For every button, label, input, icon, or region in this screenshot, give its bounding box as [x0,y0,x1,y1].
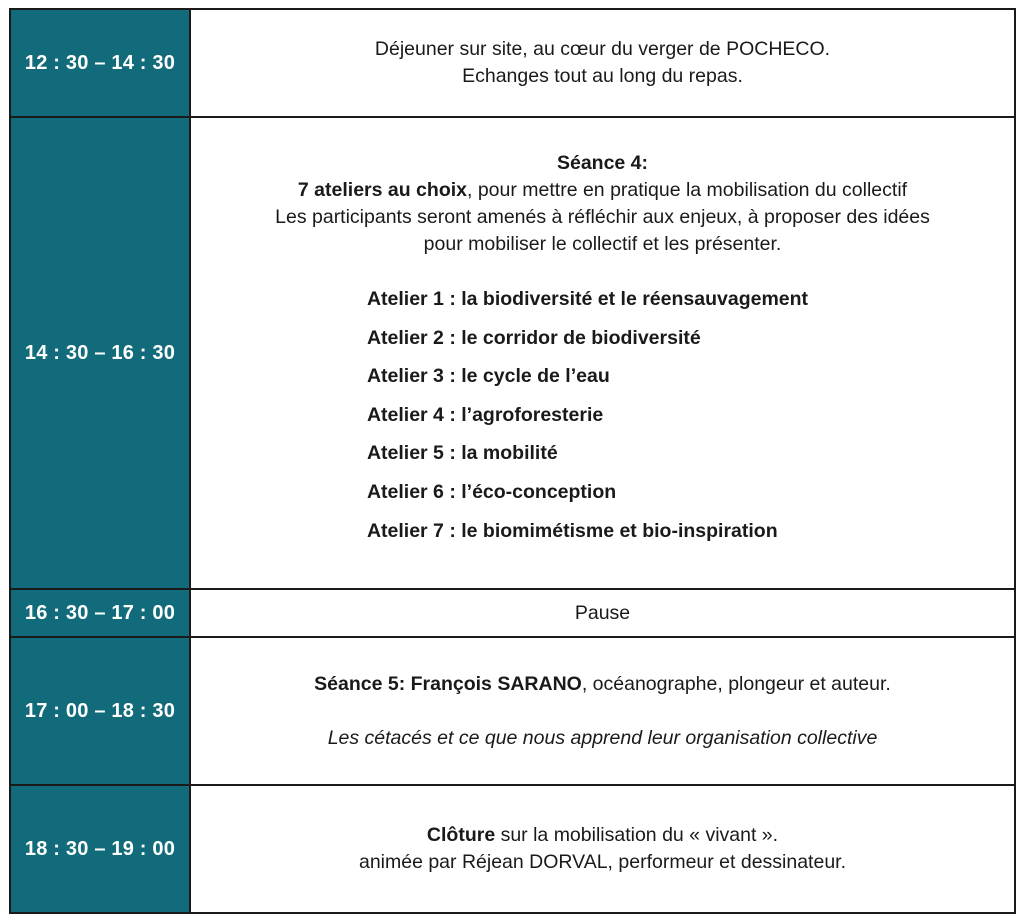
time-slot: 14 : 30 – 16 : 30 [11,118,191,588]
schedule-row-pause [11,590,1014,636]
speaker-line: Séance 5: François SARANO, océanographe, plongeur et auteur. [314,672,891,695]
session-topic: Les cétacés et ce que nous apprend leur organisation collective [327,726,878,749]
schedule-row-lunch [11,10,1014,116]
content-line: Echanges tout au long du repas. [462,65,743,87]
schedule-row-closing [11,786,1014,912]
content-line: Pause [574,601,631,624]
session-lead: 7 ateliers au choix, pour mettre en pratique la mobilisation du collectif [297,179,908,201]
schedule-table [9,8,1016,914]
session-title: Séance 4: [556,152,649,174]
content-line: Déjeuner sur site, au cœur du verger de POCHECO. [374,38,831,60]
schedule-row-session-4 [11,118,1014,588]
list-item: Atelier 7 : le biomimétisme et bio-inspiration [366,519,778,542]
list-item: Atelier 1 : la biodiversité et le réensauvagement [366,288,809,310]
atelier-list [367,280,808,550]
time-slot: 16 : 30 – 17 : 00 [11,590,191,636]
list-item: Atelier 4 : l’agroforesterie [366,403,604,426]
list-item: Atelier 2 : le corridor de biodiversité [366,326,701,349]
row-content [191,638,1014,784]
schedule-row-session-5 [11,638,1014,784]
row-content [191,118,1014,588]
row-content [191,10,1014,116]
closing-host: animée par Réjean DORVAL, performeur et dessinateur. [358,851,847,873]
time-slot: 18 : 30 – 19 : 00 [11,786,191,912]
list-item: Atelier 6 : l’éco-conception [366,480,617,503]
row-content [191,590,1014,636]
time-slot: 17 : 00 – 18 : 30 [11,638,191,784]
session-description: Les participants seront amenés à réfléchir aux enjeux, à proposer des idées [275,206,930,228]
row-content [191,786,1014,912]
session-description: pour mobiliser le collectif et les présenter. [423,233,782,255]
list-item: Atelier 3 : le cycle de l’eau [366,365,610,388]
time-slot: 12 : 30 – 14 : 30 [11,10,191,116]
list-item: Atelier 5 : la mobilité [366,442,558,465]
closing-line: Clôture sur la mobilisation du « vivant ». [426,824,779,846]
